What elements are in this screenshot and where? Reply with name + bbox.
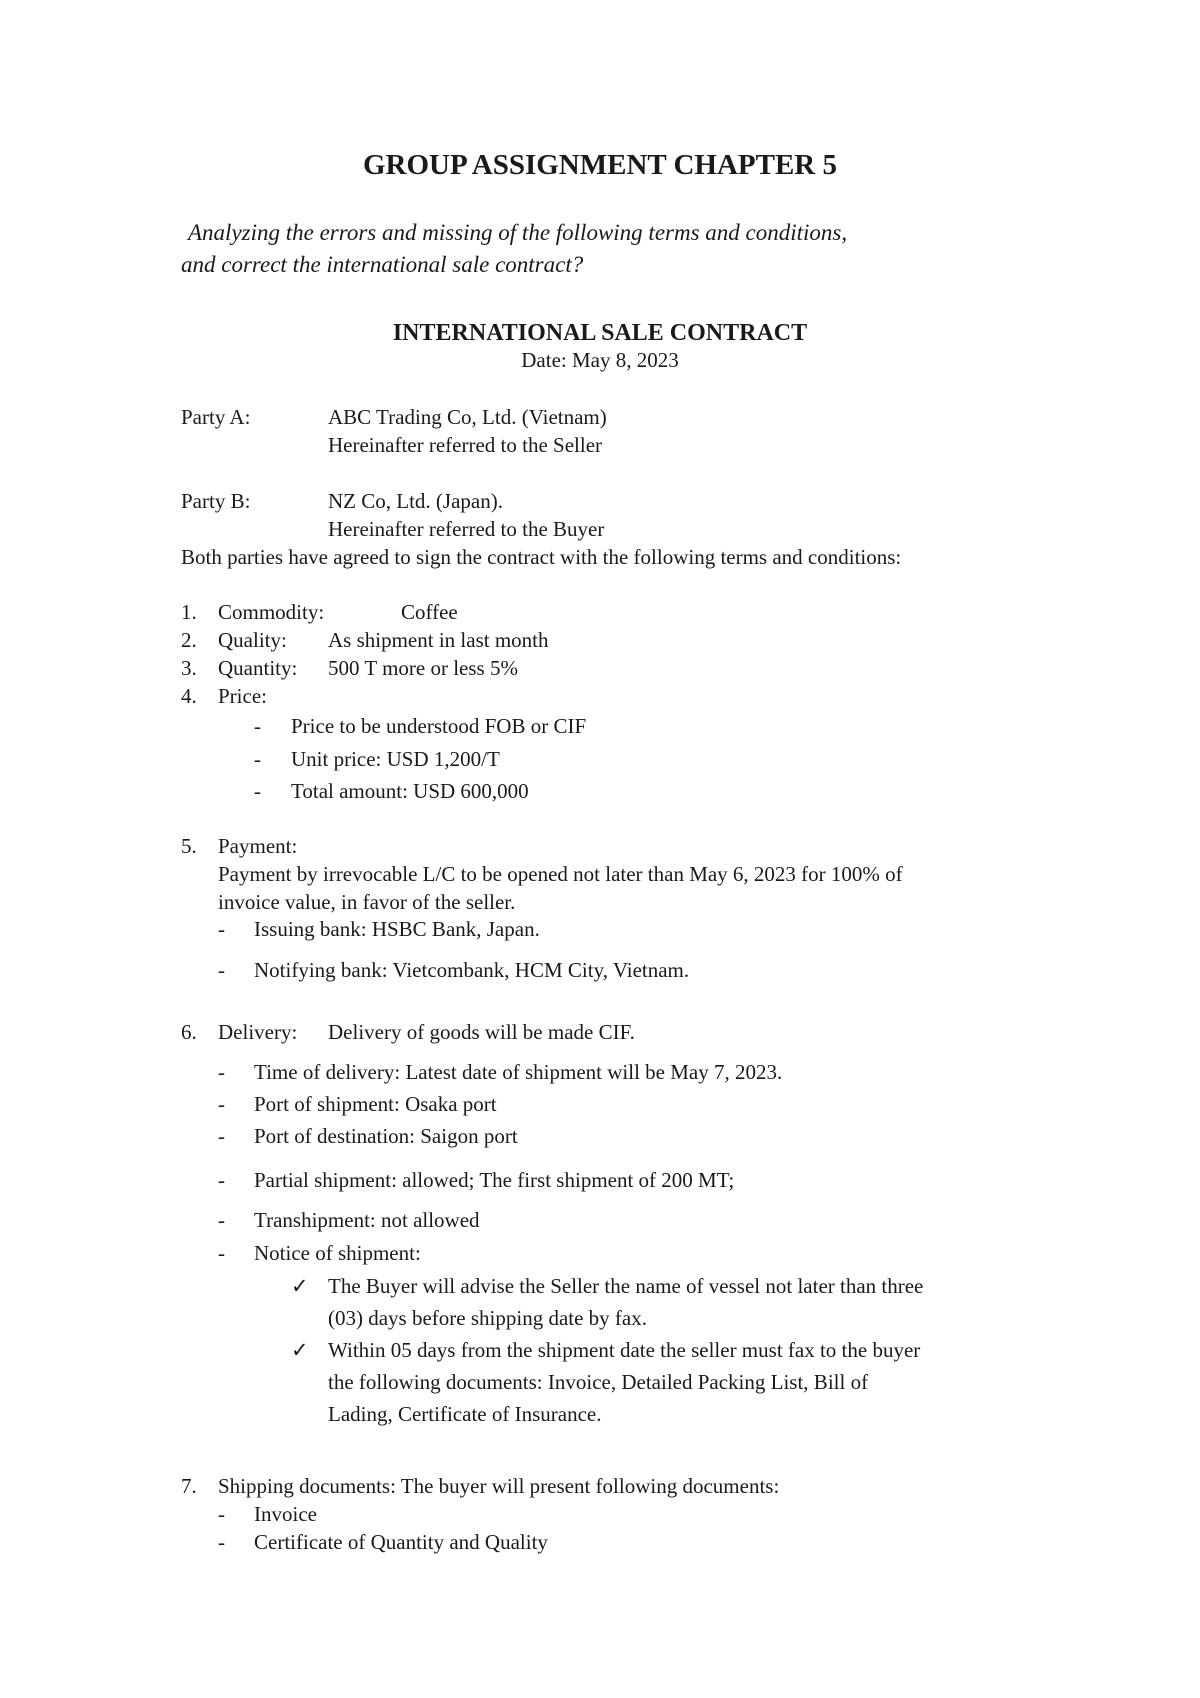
dash-bullet: - bbox=[218, 1530, 225, 1554]
dash-bullet: - bbox=[254, 714, 261, 738]
time-of-delivery: Time of delivery: Latest date of shipment will be May 7, 2023. bbox=[254, 1060, 783, 1084]
party-a-role: Hereinafter referred to the Seller bbox=[328, 433, 603, 457]
dash-bullet: - bbox=[254, 779, 261, 803]
term-3-value: 500 T more or less 5% bbox=[328, 656, 518, 680]
term-1-label: Commodity: bbox=[218, 600, 325, 624]
notice-of-shipment: Notice of shipment: bbox=[254, 1241, 421, 1265]
price-basis: Price to be understood FOB or CIF bbox=[291, 714, 587, 738]
dash-bullet: - bbox=[218, 1168, 225, 1192]
contract-date: Date: May 8, 2023 bbox=[521, 348, 679, 372]
term-6-value: Delivery of goods will be made CIF. bbox=[328, 1020, 635, 1044]
port-of-destination: Port of destination: Saigon port bbox=[254, 1124, 518, 1148]
term-7-label: Shipping documents: The buyer will present following documents: bbox=[218, 1474, 780, 1498]
notifying-bank: Notifying bank: Vietcombank, HCM City, Vietnam. bbox=[254, 958, 690, 982]
party-b-label: Party B: bbox=[181, 489, 251, 513]
term-2-value: As shipment in last month bbox=[328, 628, 549, 652]
notice-1-line-2: (03) days before shipping date by fax. bbox=[328, 1306, 647, 1330]
dash-bullet: - bbox=[218, 1208, 225, 1232]
dash-bullet: - bbox=[218, 1092, 225, 1116]
doc-invoice: Invoice bbox=[254, 1502, 317, 1526]
partial-shipment: Partial shipment: allowed; The first shipment of 200 MT; bbox=[254, 1168, 735, 1192]
party-a-label: Party A: bbox=[181, 405, 251, 429]
dash-bullet: - bbox=[218, 917, 225, 941]
term-3-number: 3. bbox=[181, 656, 197, 680]
notice-1-line-1: The Buyer will advise the Seller the name of vessel not later than three bbox=[328, 1274, 924, 1298]
term-2-label: Quality: bbox=[218, 628, 287, 652]
term-4-number: 4. bbox=[181, 684, 197, 708]
term-5-label: Payment: bbox=[218, 834, 298, 858]
notice-2-line-2: the following documents: Invoice, Detailed Packing List, Bill of bbox=[328, 1370, 869, 1394]
total-amount: Total amount: USD 600,000 bbox=[291, 779, 529, 803]
issuing-bank: Issuing bank: HSBC Bank, Japan. bbox=[254, 917, 540, 941]
unit-price: Unit price: USD 1,200/T bbox=[291, 747, 500, 771]
port-of-shipment: Port of shipment: Osaka port bbox=[254, 1092, 497, 1116]
term-3-label: Quantity: bbox=[218, 656, 298, 680]
dash-bullet: - bbox=[254, 747, 261, 771]
dash-bullet: - bbox=[218, 958, 225, 982]
instruction-line-1: Analyzing the errors and missing of the following terms and conditions, bbox=[188, 220, 848, 245]
instruction-line-2: and correct the international sale contract? bbox=[181, 252, 584, 277]
party-b-name: NZ Co, Ltd. (Japan). bbox=[328, 489, 503, 513]
term-1-number: 1. bbox=[181, 600, 197, 624]
dash-bullet: - bbox=[218, 1241, 225, 1265]
party-b-role: Hereinafter referred to the Buyer bbox=[328, 517, 605, 541]
term-1-value: Coffee bbox=[401, 600, 458, 624]
check-icon: ✓ bbox=[291, 1274, 309, 1298]
transhipment: Transhipment: not allowed bbox=[254, 1208, 480, 1232]
term-2-number: 2. bbox=[181, 628, 197, 652]
doc-certificate-quantity-quality: Certificate of Quantity and Quality bbox=[254, 1530, 548, 1554]
payment-text-line-2: invoice value, in favor of the seller. bbox=[218, 890, 516, 914]
contract-title: INTERNATIONAL SALE CONTRACT bbox=[392, 320, 808, 346]
agreement-text: Both parties have agreed to sign the contract with the following terms and conditions: bbox=[181, 545, 902, 569]
party-a-name: ABC Trading Co, Ltd. (Vietnam) bbox=[328, 405, 607, 429]
term-7-number: 7. bbox=[181, 1474, 197, 1498]
notice-2-line-1: Within 05 days from the shipment date the seller must fax to the buyer bbox=[328, 1338, 921, 1362]
term-6-label: Delivery: bbox=[218, 1020, 298, 1044]
payment-text-line-1: Payment by irrevocable L/C to be opened not later than May 6, 2023 for 100% of bbox=[218, 862, 903, 886]
page-title: GROUP ASSIGNMENT CHAPTER 5 bbox=[362, 149, 837, 181]
check-icon: ✓ bbox=[291, 1338, 309, 1362]
term-4-label: Price: bbox=[218, 684, 267, 708]
dash-bullet: - bbox=[218, 1124, 225, 1148]
notice-2-line-3: Lading, Certificate of Insurance. bbox=[328, 1402, 602, 1426]
dash-bullet: - bbox=[218, 1502, 225, 1526]
dash-bullet: - bbox=[218, 1060, 225, 1084]
term-5-number: 5. bbox=[181, 834, 197, 858]
term-6-number: 6. bbox=[181, 1020, 197, 1044]
